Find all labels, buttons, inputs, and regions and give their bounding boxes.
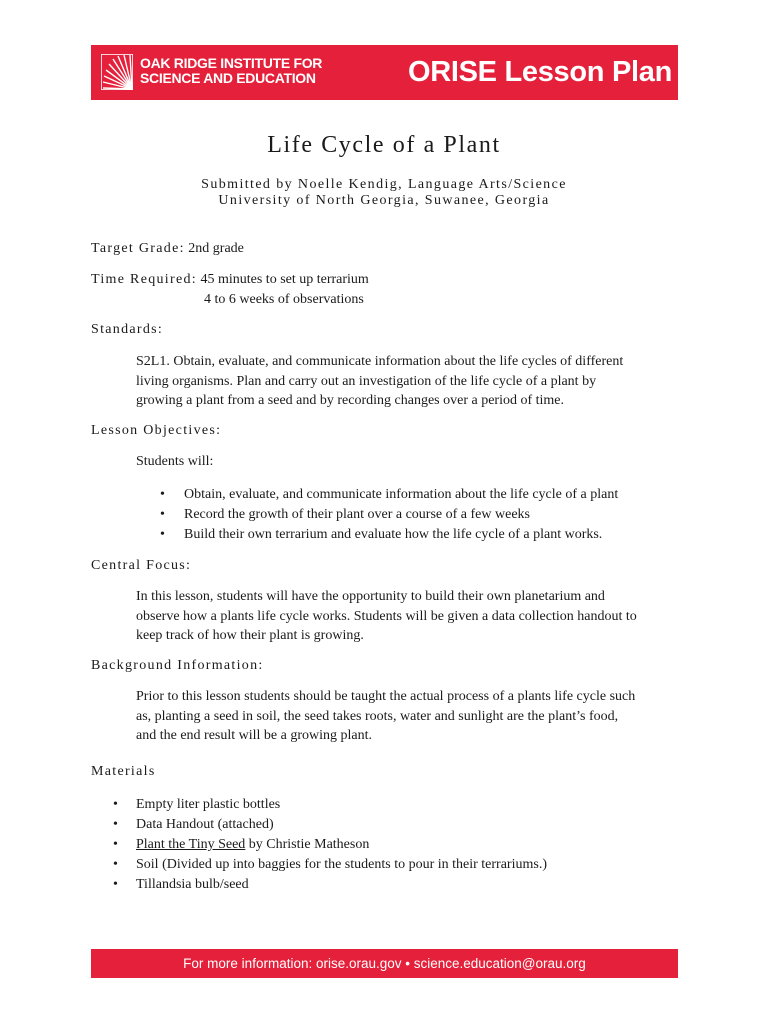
list-item [113, 815, 547, 835]
materials-list [113, 795, 547, 895]
standards-heading: Standards: [91, 322, 164, 337]
standards-text [136, 352, 623, 411]
material-text: Data Handout (attached) [136, 817, 274, 832]
time-required-value-1: 45 minutes to set up terrarium [200, 272, 369, 287]
material-text: Tillandsia bulb/seed [136, 877, 249, 892]
document-title: Life Cycle of a Plant [267, 132, 501, 158]
list-item [160, 505, 618, 525]
standards-line: growing a plant from a seed and by recording changes over a period of time. [136, 393, 565, 408]
background-line: Prior to this lesson students should be taught the actual process of a plants life cycle such [136, 689, 636, 704]
list-item [113, 795, 547, 815]
objective-text: Record the growth of their plant over a course of a few weeks [184, 507, 530, 522]
list-item [113, 875, 547, 895]
byline [0, 177, 768, 209]
list-item [160, 485, 618, 505]
background-heading: Background Information: [91, 658, 264, 673]
material-text: Soil (Divided up into baggies for the students to pour in their terrariums.) [136, 857, 547, 872]
header-banner [91, 45, 678, 100]
footer-banner [91, 949, 678, 978]
time-required-label: Time Required: [91, 272, 197, 287]
bullet-icon: • [113, 857, 118, 872]
bullet-icon: • [113, 877, 118, 892]
list-item [160, 525, 618, 545]
focus-line: observe how a plants life cycle works. Students will be given a data collection handout to [136, 608, 637, 624]
sunburst-logo-icon [101, 54, 133, 90]
objectives-list [160, 485, 618, 545]
bullet-icon: • [160, 507, 165, 522]
time-required [91, 270, 369, 290]
objectives-intro: Students will: [136, 454, 214, 469]
organization-name [140, 56, 322, 86]
target-grade [91, 239, 244, 259]
target-grade-label: Target Grade: [91, 241, 185, 256]
bullet-icon: • [160, 487, 165, 502]
footer-contact-text: For more information: orise.orau.gov • science.education@orau.org [183, 956, 586, 971]
book-title: Plant the Tiny Seed [136, 837, 246, 852]
lesson-plan-title: ORISE Lesson Plan [407, 56, 672, 88]
focus-line: keep track of how their plant is growing. [136, 628, 364, 643]
central-focus-text [136, 587, 637, 646]
material-text: Empty liter plastic bottles [136, 797, 281, 812]
standards-line: living organisms. Plan and carry out an investigation of the life cycle of a plant by [136, 373, 597, 389]
background-line: and the end result will be a growing plant. [136, 728, 372, 743]
bullet-icon: • [113, 837, 118, 852]
standards-line: S2L1. Obtain, evaluate, and communicate information about the life cycles of different [136, 354, 624, 369]
school-location: University of North Georgia, Suwanee, Georgia [218, 193, 550, 208]
central-focus-heading: Central Focus: [91, 558, 192, 573]
book-author: by Christie Matheson [245, 837, 370, 852]
focus-line: In this lesson, students will have the opportunity to build their own planetarium and [136, 589, 605, 604]
bullet-icon: • [113, 817, 118, 832]
org-line-2: SCIENCE AND EDUCATION [140, 70, 316, 86]
target-grade-value: 2nd grade [188, 241, 244, 256]
bullet-icon: • [160, 527, 165, 542]
objective-text: Build their own terrarium and evaluate how the life cycle of a plant works. [184, 527, 603, 542]
list-item [113, 835, 547, 855]
bullet-icon: • [113, 797, 118, 812]
background-text [136, 687, 635, 746]
org-line-1: OAK RIDGE INSTITUTE FOR [140, 55, 323, 71]
submitted-by: Submitted by Noelle Kendig, Language Arts/Science [201, 177, 567, 192]
objectives-heading: Lesson Objectives: [91, 423, 222, 438]
objective-text: Obtain, evaluate, and communicate information about the life cycle of a plant [184, 487, 619, 502]
materials-heading: Materials [91, 764, 156, 779]
time-required-value-2: 4 to 6 weeks of observations [204, 292, 364, 307]
background-line: as, planting a seed in soil, the seed takes roots, water and sunlight are the plant’s food, [136, 708, 619, 724]
list-item [113, 855, 547, 875]
